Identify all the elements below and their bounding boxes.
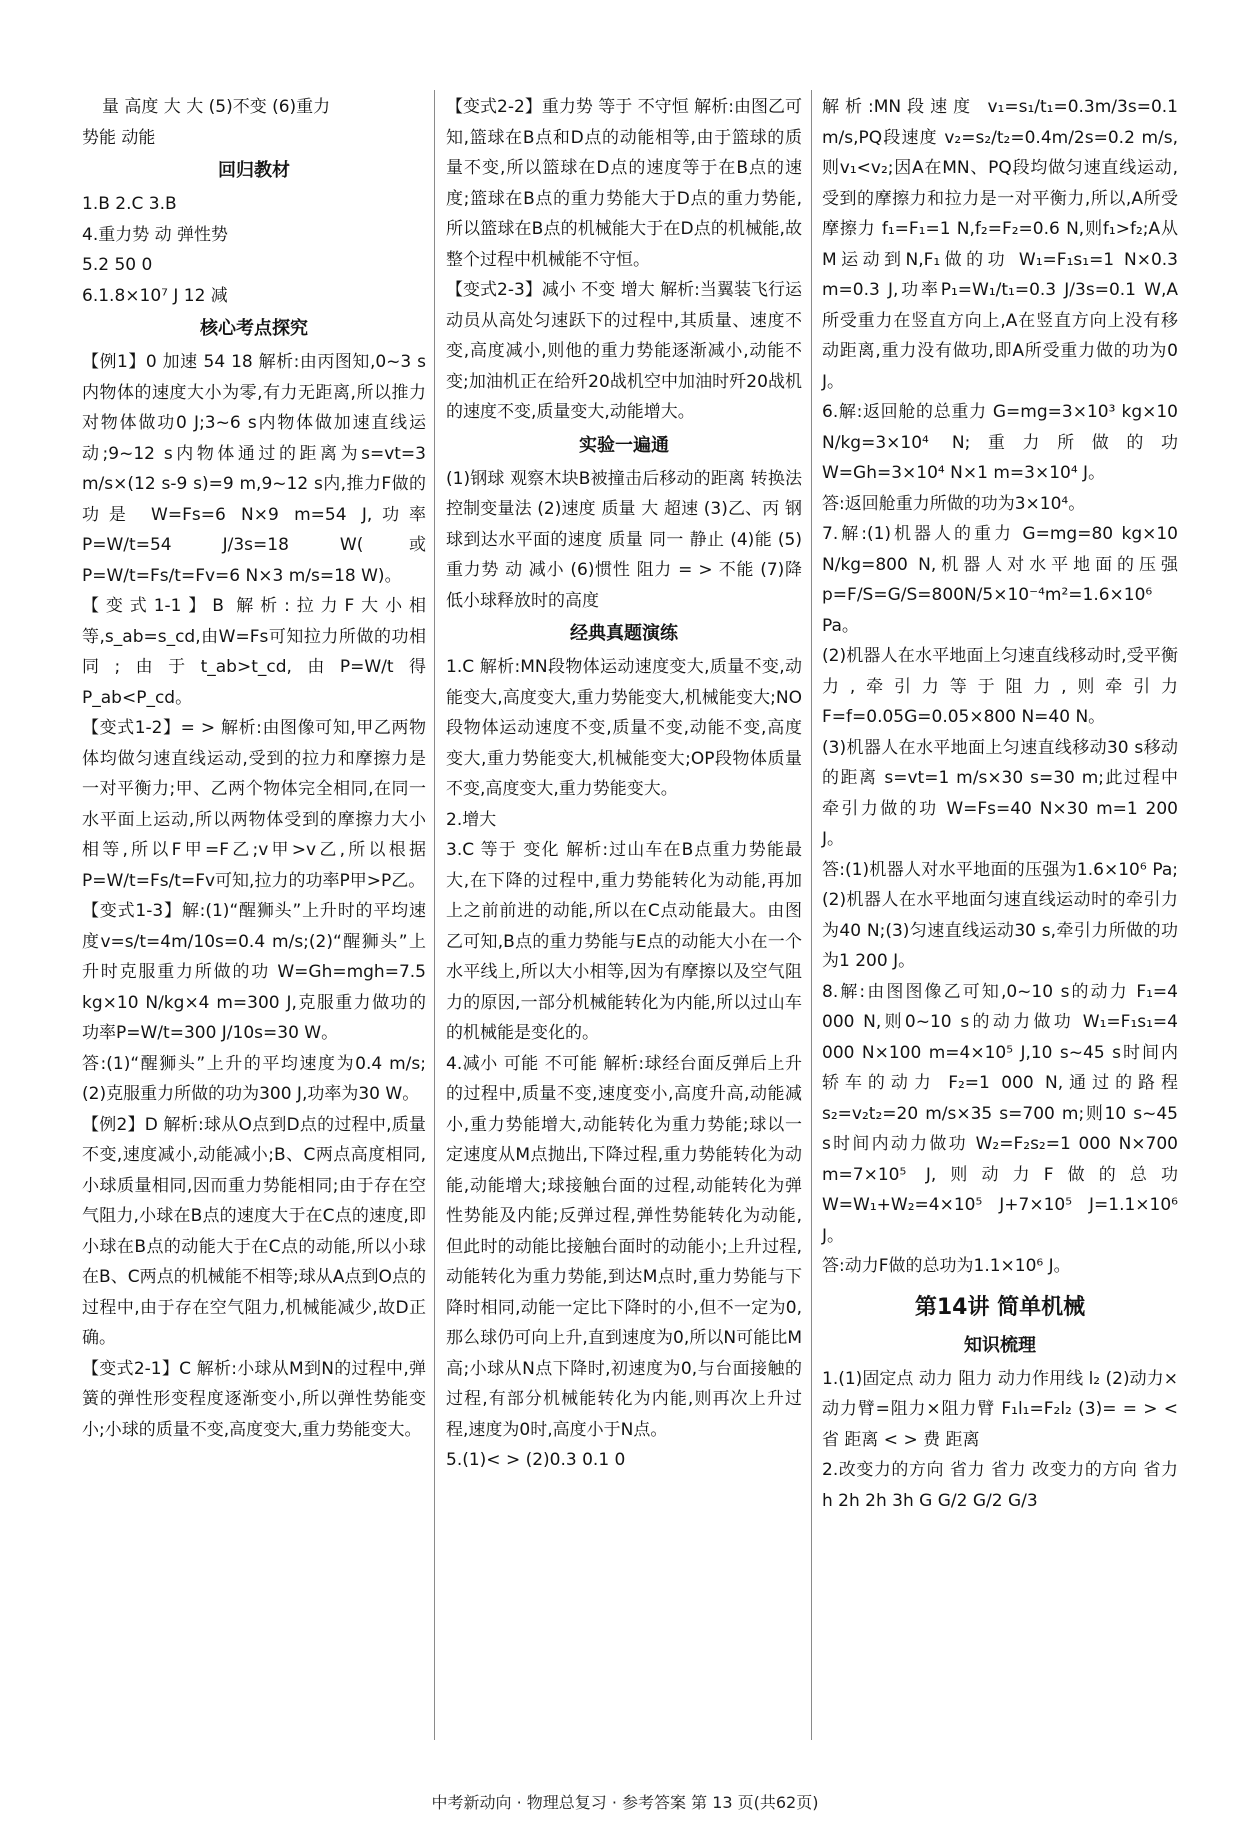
textbook-answer: 5.2 50 0: [82, 255, 153, 275]
textbook-answer: 1.B 2.C 3.B: [82, 194, 177, 214]
continued-answer-line: 势能 动能: [82, 127, 156, 148]
column-divider: [811, 90, 812, 1740]
textbook-answer: 4.重力势 动 弹性势: [82, 224, 229, 245]
column-left: [82, 92, 426, 1445]
continued-answer-line: 量 高度 大 大 (5)不变 (6)重力: [102, 97, 331, 117]
variant-2-1: 【变式2-1】C 解析:小球从M到N的过程中,弹簧的弹性形变程度逐渐变小,所以弹性势能变小;小球的质量不变,高度变大,重力势能变大。: [82, 1358, 426, 1440]
section-heading-exam: 经典真题演练: [570, 623, 678, 644]
column-right: [822, 92, 1178, 1516]
exam-answer-7-conclusion: 答:(1)机器人对水平地面的压强为1.6×10⁶ Pa;(2)机器人在水平地面匀速直线运动时的牵引力为40 N;(3)匀速直线运动30 s,牵引力所做的功为1 200 J。: [822, 859, 1178, 971]
section-heading-textbook: 回归教材: [218, 160, 290, 181]
variant-2-2: 【变式2-2】重力势 等于 不守恒 解析:由图乙可知,篮球在B点和D点的动能相等,由于篮球的质量不变,所以篮球在D点的速度等于在B点的速度;篮球在B点的重力势能大于D点的重力势能,所以篮球在B点的机械能大于在D点的机械能,故整个过程中机械能不守恒。: [446, 97, 802, 270]
exam-answer-1: 1.C 解析:MN段物体运动速度变大,质量不变,动能变大,高度变大,重力势能变大,机械能变大;NO段物体运动速度不变,质量不变,动能不变,高度变大,重力势能变大,机械能变大;OP段物体质量不变,高度变大,重力势能变大。: [446, 657, 802, 799]
example-1: 【例1】0 加速 54 18 解析:由丙图知,0~3 s内物体的速度大小为零,有力无距离,所以推力对物体做功0 J;3~6 s内物体做加速直线运动;9~12 s内物体通过的距离为s=vt=3 m/s×(12 s-9 s)=9 m,9~12 s内,推力F做的功是 W=Fs=6 N×9 m=54 J,功率P=W/t=54 J/3s=18 W(或P=W/t=Fs/t=Fv=6 N×3 m/s=18 W)。: [82, 352, 426, 586]
exam-answer-7-part2: (2)机器人在水平地面上匀速直线移动时,受平衡力,牵引力等于阻力,则牵引力F=f=0.05G=0.05×800 N=40 N。: [822, 646, 1178, 727]
example-2: 【例2】D 解析:球从O点到D点的过程中,质量不变,速度减小,动能减小;B、C两点高度相同,小球质量相同,因而重力势能相同;由于存在空气阻力,小球在B点的速度大于在C点的速度,即小球在B点的动能大于在C点的动能,所以小球在B、C两点的机械能不相等;球从A点到O点的过程中,由于存在空气阻力,机械能减少,故D正确。: [82, 1114, 426, 1348]
section-heading-knowledge: 知识梳理: [964, 1334, 1036, 1356]
variant-1-3: 【变式1-3】解:(1)“醒狮头”上升时的平均速度v=s/t=4m/10s=0.4 m/s;(2)“醒狮头”上升时克服重力所做的功 W=Gh=mgh=7.5 kg×10 N/kg×4 m=300 J,克服重力做功的功率P=W/t=300 J/10s=30 W。: [82, 901, 426, 1043]
page-footer: 中考新动向 · 物理总复习 · 参考答案 第 13 页(共62页): [431, 1793, 819, 1812]
lecture-title: 第14讲 简单机械: [914, 1294, 1086, 1320]
exam-answer-8: 8.解:由图图像乙可知,0~10 s的动力 F₁=4 000 N,则0~10 s的动力做功 W₁=F₁s₁=4 000 N×100 m=4×10⁵ J,10 s~45 s时间内轿车的动力 F₂=1 000 N,通过的路程 s₂=v₂t₂=20 m/s×35 s=700 m;则10 s~45 s时间内动力做功 W₂=F₂s₂=1 000 N×700 m=7×10⁵ J,则动力F做的总功 W=W₁+W₂=4×10⁵ J+7×10⁵ J=1.1×10⁶ J。: [822, 981, 1178, 1246]
experiment-answer: (1)钢球 观察木块B被撞击后移动的距离 转换法 控制变量法 (2)速度 质量 大 超速 (3)乙、丙 钢球到达水平面的速度 质量 同一 静止 (4)能 (5)重力势 动 减小 (6)惯性 阻力 = > 不能 (7)降低小球释放时的高度: [446, 468, 802, 611]
exam-answer-3: 3.C 等于 变化 解析:过山车在B点重力势能最大,在下降的过程中,重力势能转化为动能,再加上之前前进的动能,所以在C点动能最大。由图乙可知,B点的重力势能与E点的动能大小在一个水平线上,所以大小相等,因为有摩擦以及空气阻力的原因,一部分机械能转化为内能,所以过山车的机械能是变化的。: [446, 840, 802, 1043]
knowledge-answer-1: 1.(1)固定点 动力 阻力 动力作用线 l₂ (2)动力×动力臂=阻力×阻力臂 F₁l₁=F₂l₂ (3)= = > < 省 距离 < > 费 距离: [822, 1368, 1178, 1450]
exam-answer-8-conclusion: 答:动力F做的总功为1.1×10⁶ J。: [822, 1256, 1071, 1276]
exam-answer-4: 4.减小 可能 不可能 解析:球经台面反弹后上升的过程中,质量不变,速度变小,高度升高,动能减小,重力势能增大,动能转化为重力势能;球以一定速度从M点抛出,下降过程,重力势能转化为动能,动能增大;球接触台面的过程,动能转化为弹性势能及内能;反弹过程,弹性势能转化为动能,但此时的动能比接触台面时的动能小;上升过程,动能转化为重力势能,到达M点时,重力势能与下降时相同,动能一定比下降时的小,但不一定为0,那么球仍可向上升,直到速度为0,所以N可能比M高;小球从N点下降时,初速度为0,与台面接触的过程,有部分机械能转化为内能,则再次上升过程,速度为0时,高度小于N点。: [446, 1053, 802, 1440]
variant-1-2: 【变式1-2】= > 解析:由图像可知,甲乙两物体均做匀速直线运动,受到的拉力和摩擦力是一对平衡力;甲、乙两个物体完全相同,在同一水平面上运动,所以两物体受到的摩擦力大小相等,所以F甲=F乙;v甲>v乙,所以根据P=W/t=Fs/t=Fv可知,拉力的功率P甲>P乙。: [82, 718, 426, 891]
exam-answer-6-conclusion: 答:返回舱重力所做的功为3×10⁴。: [822, 493, 1086, 514]
exam-answer-5-analysis: 解析:MN段速度 v₁=s₁/t₁=0.3m/3s=0.1 m/s,PQ段速度 v₂=s₂/t₂=0.4m/2s=0.2 m/s,则v₁<v₂;因A在MN、PQ段均做匀速直线运动,受到的摩擦力和拉力是一对平衡力,所以,A所受摩擦力 f₁=F₁=1 N,f₂=F₂=0.6 N,则f₁>f₂;A从M运动到N,F₁做的功 W₁=F₁s₁=1 N×0.3 m=0.3 J,功率P₁=W₁/t₁=0.3 J/3s=0.1 W,A所受重力在竖直方向上,A在竖直方向上没有移动距离,重力没有做功,即A所受重力做的功为0 J。: [822, 97, 1178, 392]
variant-1-3-answer: 答:(1)“醒狮头”上升的平均速度为0.4 m/s;(2)克服重力所做的功为300 J,功率为30 W。: [82, 1053, 426, 1104]
textbook-answer: 6.1.8×10⁷ J 12 减: [82, 285, 228, 306]
column-middle: [446, 92, 802, 1476]
exam-answer-7: 7.解:(1)机器人的重力 G=mg=80 kg×10 N/kg=800 N,机器人对水平地面的压强 p=F/S=G/S=800N/5×10⁻⁴m²=1.6×10⁶ Pa。: [822, 524, 1178, 636]
variant-1-1: 【变式1-1】B 解析:拉力F大小相等,s_ab=s_cd,由W=Fs可知拉力所做的功相同;由于t_ab>t_cd,由P=W/t得P_ab<P_cd。: [82, 596, 426, 708]
exam-answer-5: 5.(1)< > (2)0.3 0.1 0: [446, 1450, 626, 1470]
exam-answer-2: 2.增大: [446, 809, 497, 830]
exam-answer-7-part3: (3)机器人在水平地面上匀速直线移动30 s移动的距离 s=vt=1 m/s×30 s=30 m;此过程中牵引力做的功 W=Fs=40 N×30 m=1 200 J。: [822, 737, 1178, 849]
knowledge-answer-2: 2.改变力的方向 省力 省力 改变力的方向 省力 h 2h 2h 3h G G/2 G/2 G/3: [822, 1460, 1178, 1511]
section-heading-experiment: 实验一遍通: [579, 434, 669, 456]
exam-answer-6: 6.解:返回舱的总重力 G=mg=3×10³ kg×10 N/kg=3×10⁴ N;重力所做的功 W=Gh=3×10⁴ N×1 m=3×10⁴ J。: [822, 402, 1178, 483]
column-divider: [434, 90, 435, 1740]
variant-2-3: 【变式2-3】减小 不变 增大 解析:当翼装飞行运动员从高处匀速跃下的过程中,其质量、速度不变,高度减小,则他的重力势能逐渐减小,动能不变;加油机正在给歼20战机空中加油时歼20战机的速度不变,质量变大,动能增大。: [446, 280, 802, 422]
section-heading-core: 核心考点探究: [200, 318, 308, 339]
